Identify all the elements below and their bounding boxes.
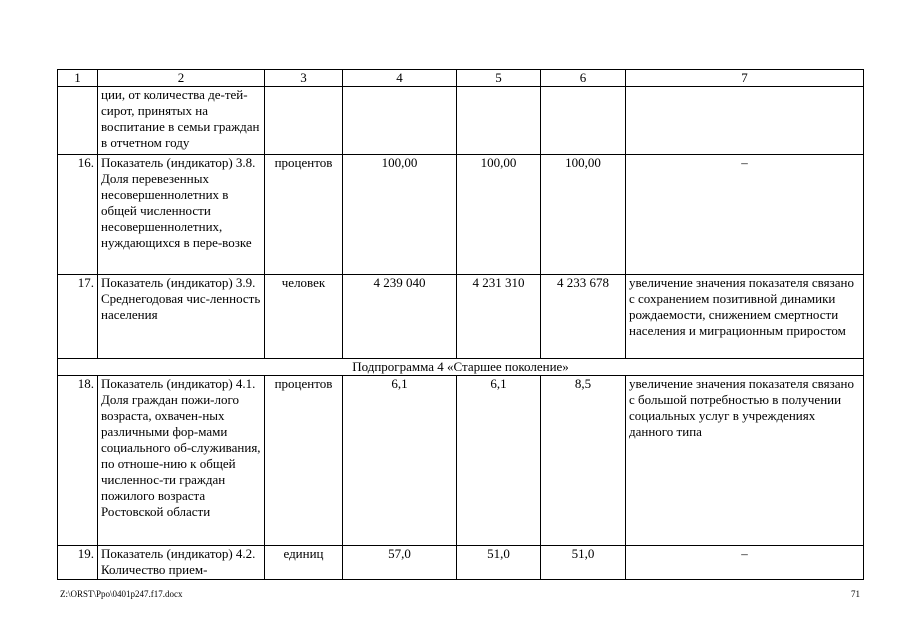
row-number-cell: 18. <box>58 376 98 546</box>
value-cell: 6,1 <box>457 376 541 546</box>
column-header: 7 <box>626 70 864 87</box>
indicator-cell: Показатель (индикатор) 4.2. Количество прием- <box>98 546 265 580</box>
value-cell: 6,1 <box>343 376 457 546</box>
unit-cell <box>265 87 343 155</box>
note-cell: – <box>626 155 864 275</box>
indicator-cell: Показатель (индикатор) 3.9. Среднегодовая чис-ленность населения <box>98 275 265 359</box>
column-header: 6 <box>541 70 626 87</box>
value-cell: 51,0 <box>541 546 626 580</box>
subprogram-row <box>58 359 864 376</box>
unit-cell: процентов <box>265 376 343 546</box>
value-cell: 57,0 <box>343 546 457 580</box>
note-cell: – <box>626 546 864 580</box>
column-header: 2 <box>98 70 265 87</box>
value-cell: 51,0 <box>457 546 541 580</box>
unit-cell: человек <box>265 275 343 359</box>
unit-cell: процентов <box>265 155 343 275</box>
file-path: Z:\ORST\Ppo\0401p247.f17.docx <box>60 589 183 599</box>
value-cell <box>457 87 541 155</box>
table-row <box>58 275 864 359</box>
unit-cell: единиц <box>265 546 343 580</box>
row-number-cell: 19. <box>58 546 98 580</box>
subprogram-title: Подпрограмма 4 «Старшее поколение» <box>58 359 864 376</box>
row-number-cell: 16. <box>58 155 98 275</box>
table-row <box>58 155 864 275</box>
value-cell: 100,00 <box>457 155 541 275</box>
note-cell: увеличение значения показателя связано с большой потребностью в получении социальных услуг в учреждениях данного типа <box>626 376 864 546</box>
column-number-header-row <box>58 70 864 87</box>
page-footer <box>60 589 860 603</box>
value-cell <box>343 87 457 155</box>
value-cell: 8,5 <box>541 376 626 546</box>
indicator-table <box>57 69 864 580</box>
page-number: 71 <box>851 589 860 599</box>
value-cell: 100,00 <box>343 155 457 275</box>
note-cell: увеличение значения показателя связано с сохранением позитивной динамики рождаемости, снижением смертности населения и миграционным приростом <box>626 275 864 359</box>
value-cell: 4 239 040 <box>343 275 457 359</box>
value-cell: 4 233 678 <box>541 275 626 359</box>
value-cell: 4 231 310 <box>457 275 541 359</box>
table-row <box>58 376 864 546</box>
row-number-cell: 17. <box>58 275 98 359</box>
column-header: 1 <box>58 70 98 87</box>
indicator-cell: ции, от количества де-тей-сирот, принятых на воспитание в семьи граждан в отчетном году <box>98 87 265 155</box>
indicator-cell: Показатель (индикатор) 4.1. Доля граждан пожи-лого возраста, охвачен-ных различными фор-мами социального об-служивания, по отноше-нию к общей численнос-ти граждан пожилого возраста Ростовской области <box>98 376 265 546</box>
value-cell <box>541 87 626 155</box>
table-row <box>58 87 864 155</box>
column-header: 4 <box>343 70 457 87</box>
column-header: 5 <box>457 70 541 87</box>
table-row <box>58 546 864 580</box>
note-cell <box>626 87 864 155</box>
column-header: 3 <box>265 70 343 87</box>
indicator-cell: Показатель (индикатор) 3.8. Доля перевезенных несовершеннолетних в общей численности несовершеннолетних, нуждающихся в пере-возке <box>98 155 265 275</box>
value-cell: 100,00 <box>541 155 626 275</box>
row-number-cell <box>58 87 98 155</box>
